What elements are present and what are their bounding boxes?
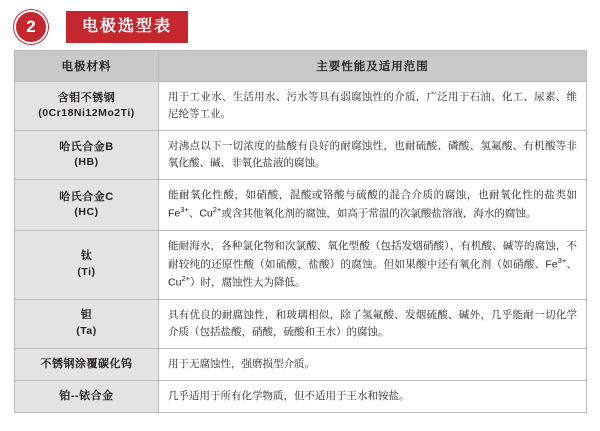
table-row (15, 180, 587, 231)
cell-description: 用于无腐蚀性，强磨损型介质。 (159, 348, 587, 380)
cell-description: 对沸点以下一切浓度的盐酸有良好的耐腐蚀性，也耐硫酸、磷酸、氢氟酸、有机酸等非氧化酸、碱、非氧化盐液的腐蚀。 (159, 131, 587, 180)
material-line: 哈氏合金C (59, 190, 114, 203)
page-header (0, 0, 600, 44)
column-header-description: 主要性能及适用范围 (159, 51, 587, 82)
table-row (15, 380, 587, 412)
material-line: (Ta) (76, 324, 97, 337)
cell-material (15, 230, 159, 299)
material-line: 钽 (80, 309, 93, 322)
table-row (15, 131, 587, 180)
page-title: 电极选型表 (66, 11, 188, 43)
electrode-selection-table (14, 50, 587, 413)
table-header-row (15, 51, 587, 82)
material-line: 哈氏合金B (59, 140, 114, 153)
material-line: 不锈钢涂覆碳化钨 (40, 357, 133, 370)
table-row (15, 230, 587, 299)
section-number-badge: 2 (14, 10, 48, 44)
material-line: 铂--铱合金 (59, 389, 114, 402)
material-line: (HC) (74, 206, 99, 219)
cell-material (15, 180, 159, 231)
cell-material (15, 131, 159, 180)
table-body (15, 82, 587, 413)
column-header-material: 电极材料 (15, 51, 159, 82)
table-row (15, 348, 587, 380)
cell-material (15, 380, 159, 412)
cell-material (15, 348, 159, 380)
cell-description: 能耐海水，各种氯化物和次氯酸、氧化型酸（包括发烟硝酸）、有机酸、碱等的腐蚀，不耐较纯的还原性酸（如硫酸，盐酸）的腐蚀。但如果酸中还有氧化剂（如硝酸、$Fe^{3+}$、$Cu^{2+}$）时，腐蚀性大为降低。 (159, 230, 587, 299)
cell-description: 用于工业水、生活用水、污水等具有弱腐蚀性的介质，广泛用于石油、化工、尿素、维尼纶等工业。 (159, 82, 587, 131)
material-line: 钛 (80, 250, 93, 263)
table-head (15, 51, 587, 82)
cell-description: 能耐氧化性酸，如硝酸，混酸或铬酸与硫酸的混合介质的腐蚀，也耐氧化性的盐类如$Fe^{3+}$、$Cu^{2+}$或含其他氧化剂的腐蚀，如高于常温的次氯酸盐溶液，海水的腐蚀。 (159, 180, 587, 231)
material-line: (0Cr18Ni12Mo2Ti) (38, 107, 135, 120)
cell-material (15, 299, 159, 348)
table-row (15, 299, 587, 348)
material-line: (HB) (74, 156, 99, 169)
cell-description: 具有优良的耐腐蚀性，和玻璃相似，除了氢氟酸、发烟硫酸、碱外，几乎能耐一切化学介质（包括盐酸，硝酸，硫酸和王水）的腐蚀。 (159, 299, 587, 348)
material-line: 含钼不锈钢 (57, 91, 116, 104)
cell-material (15, 82, 159, 131)
material-line: (Ti) (77, 265, 96, 278)
table-container (0, 44, 600, 413)
table-row (15, 82, 587, 131)
cell-description: 几乎适用于所有化学物质，但不适用于王水和铵盐。 (159, 380, 587, 412)
